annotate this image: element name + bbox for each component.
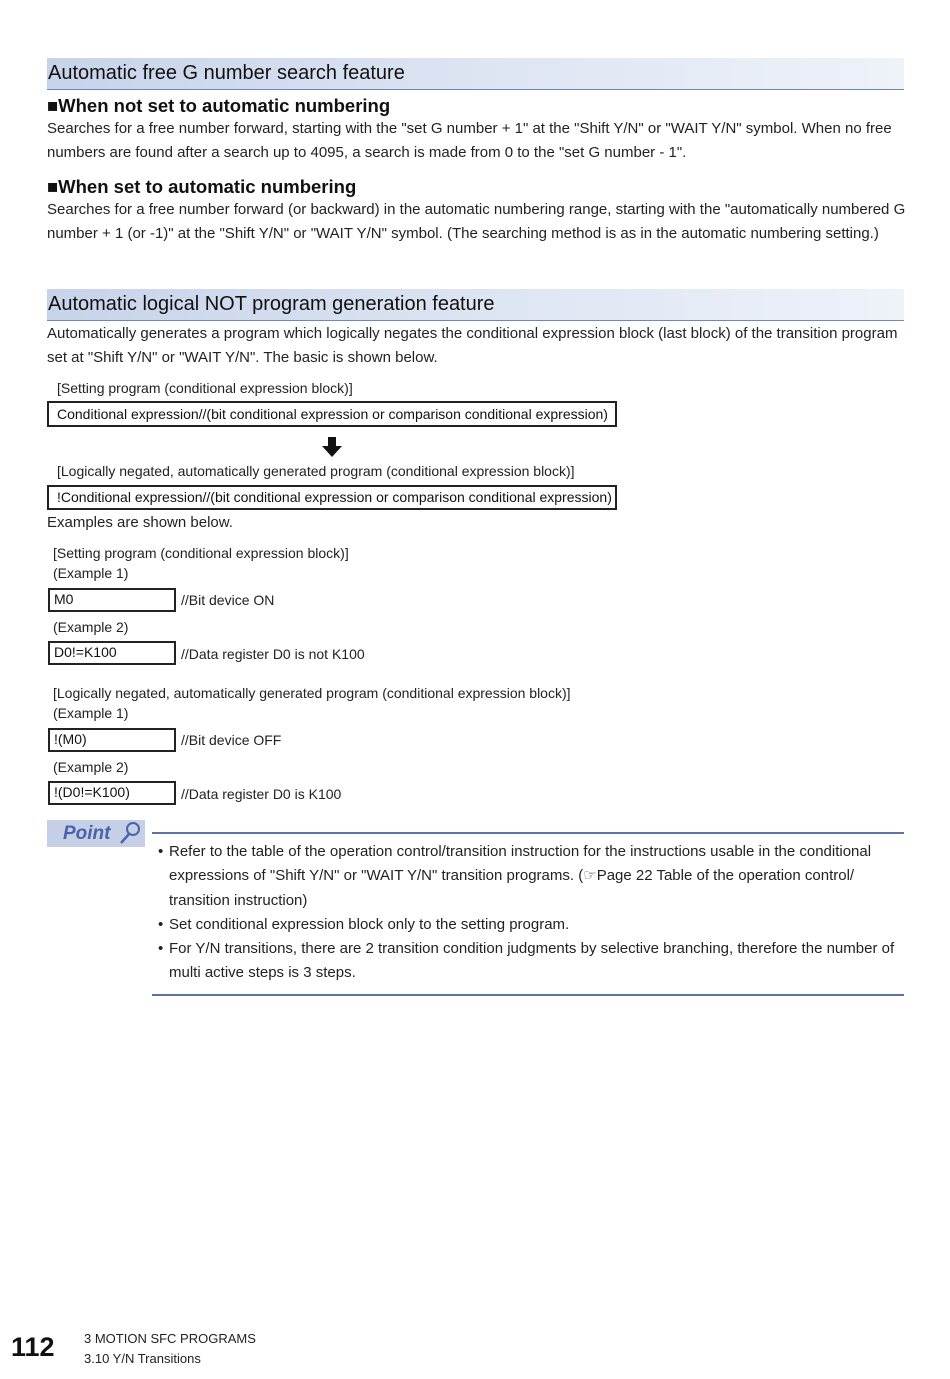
subheading-auto-numbering: ■When set to automatic numbering	[47, 176, 357, 197]
bullet-text	[169, 840, 906, 913]
code-comment: //Bit device OFF	[181, 732, 282, 748]
code-box: M0	[48, 588, 176, 612]
code-comment: //Bit device ON	[181, 592, 275, 608]
example-label: (Example 2)	[53, 759, 129, 775]
code-comment: //Data register D0 is K100	[181, 786, 342, 802]
caption-negated-examples: [Logically negated, automatically generated program (conditional expression block)]	[53, 685, 571, 701]
paragraph-logical-not-intro: Automatically generates a program which logically negates the conditional expression block (last block) of the transition program set at "Shift Y/N" or "WAIT Y/N". The basic is shown below.	[47, 325, 898, 367]
point-bullet	[158, 913, 906, 937]
footer-chapter: 3 MOTION SFC PROGRAMS	[84, 1331, 256, 1346]
point-bullet	[158, 840, 906, 913]
point-top-rule	[152, 832, 904, 834]
code-box: !(M0)	[48, 728, 176, 752]
negated-program-box	[47, 485, 617, 510]
example-label: (Example 1)	[53, 705, 129, 721]
section-title: Automatic logical NOT program generation feature	[48, 293, 495, 315]
bullet-text: Set conditional expression block only to the setting program.	[169, 916, 570, 933]
paragraph-auto-numbering: Searches for a free number forward (or backward) in the automatic numbering range, starting with the "automatically numbered G number + 1 (or -1)" at the "Shift Y/N" or "WAIT Y/N" symbol. (The searching method is as in the automatic numbering setting.)	[47, 201, 906, 243]
code-comment: //Data register D0 is not K100	[181, 646, 365, 662]
bullet-text-part: Refer to the table of the operation control/transition instruction for the instructions usable in the conditional expressions of "Shift Y/N" or "WAIT Y/N" transition programs. (	[169, 843, 872, 885]
code-box: D0!=K100	[48, 641, 176, 665]
example-label: (Example 2)	[53, 619, 129, 635]
point-badge	[47, 820, 145, 847]
point-bottom-rule	[152, 994, 904, 996]
caption-setting-examples: [Setting program (conditional expression block)]	[53, 545, 349, 561]
section-title: Automatic free G number search feature	[48, 62, 405, 84]
paragraph-examples-intro: Examples are shown below.	[47, 514, 233, 531]
bullet-text-part: )	[302, 891, 308, 909]
caption-negated-program: [Logically negated, automatically generated program (conditional expression block)]	[57, 463, 575, 479]
magnifier-icon	[117, 821, 143, 845]
section-heading-logical-not	[47, 289, 904, 321]
down-arrow-icon	[321, 436, 343, 458]
caption-setting-program: [Setting program (conditional expression block)]	[57, 380, 353, 396]
point-bullet	[158, 937, 906, 986]
subheading-not-auto-numbering: ■When not set to automatic numbering	[47, 95, 391, 116]
page-reference-link[interactable]: Page 22 Table of the operation control/ transition instruction	[169, 867, 855, 909]
bullet-text: For Y/N transitions, there are 2 transition condition judgments by selective branching, therefore the number of multi active steps is 3 steps.	[169, 940, 895, 982]
bullet-mark: •	[158, 916, 164, 933]
section-heading-free-g-number	[47, 58, 904, 90]
bullet-mark: •	[158, 940, 164, 957]
bullet-mark: •	[158, 843, 164, 860]
paragraph-not-auto-numbering: Searches for a free number forward, starting with the "set G number + 1" at the "Shift Y/N" or "WAIT Y/N" symbol. When no free numbers are found after a search up to 4095, a search is made from 0 to the "set G number - 1".	[47, 120, 892, 162]
example-label: (Example 1)	[53, 565, 129, 581]
setting-program-box	[47, 401, 617, 427]
point-label: Point	[63, 823, 111, 844]
setting-program-text: Conditional expression//(bit conditional expression or comparison conditional expression)	[57, 406, 608, 422]
page-number: 112	[11, 1332, 55, 1362]
footer-section: 3.10 Y/N Transitions	[84, 1351, 201, 1366]
reference-hand-icon: ☞	[583, 867, 597, 885]
negated-program-text: !Conditional expression//(bit conditional expression or comparison conditional expression)	[57, 489, 612, 505]
code-box: !(D0!=K100)	[48, 781, 176, 805]
